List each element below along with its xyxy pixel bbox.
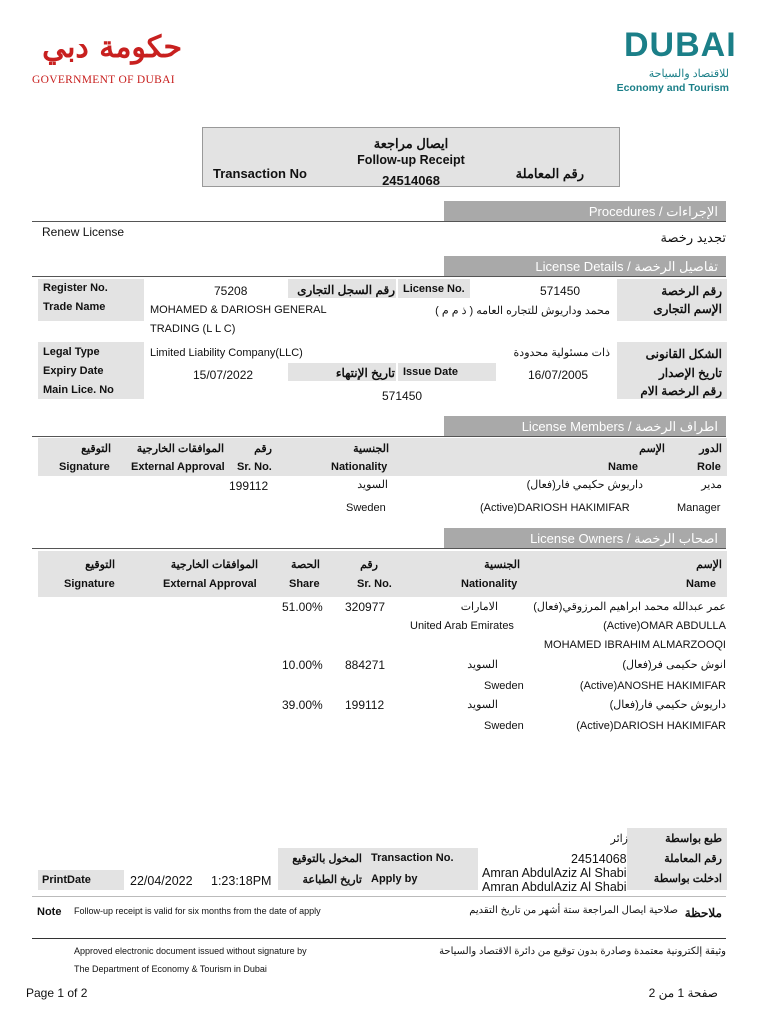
owner-nationality-arabic: السويد xyxy=(467,659,498,671)
signatory-label-arabic: المخول بالتوقيع xyxy=(292,853,362,865)
print-date-value: 22/04/2022 xyxy=(130,874,193,888)
license-details-header: License Details / تفاصيل الرخصة xyxy=(444,256,726,277)
expiry-date-label: Expiry Date xyxy=(43,365,104,377)
note-label: Note xyxy=(37,906,62,918)
approved-note-arabic: وثيقة إلكترونية معتمدة وصادرة بدون توقيع من دائرة الاقتصاد والسياحة xyxy=(439,946,726,957)
note-label-arabic: ملاحظة xyxy=(684,906,722,920)
license-owners-header: License Owners / اصحاب الرخصة xyxy=(444,528,726,549)
dept-arabic: للاقتصاد والسياحة xyxy=(648,68,729,80)
owners-col-nat-ar: الجنسية xyxy=(484,559,520,571)
owner-name-arabic: عمر عبدالله محمد ابراهيم المرزوقي(فعال) xyxy=(533,601,726,613)
trade-name-line-2: TRADING (L L C) xyxy=(150,323,236,335)
owners-col-signature-ar: التوقيع xyxy=(85,559,115,571)
receipt-title-arabic: ايصال مراجعة xyxy=(373,136,449,151)
members-col-role: Role xyxy=(697,461,721,473)
owner-nationality: Sweden xyxy=(484,720,524,732)
divider xyxy=(32,938,726,939)
owner-nationality-arabic: السويد xyxy=(467,699,498,711)
issue-date-value: 16/07/2005 xyxy=(528,368,589,382)
note-text-arabic: صلاحية ايصال المراجعة ستة أشهر من تاريخ التقديم xyxy=(469,905,678,916)
trade-name-arabic: محمد وداريوش للتجاره العامه ( ذ م م ) xyxy=(435,305,610,317)
transaction-no-label-arabic: رقم المعاملة xyxy=(515,166,584,181)
footer-txn-no: 24514068 xyxy=(571,852,627,866)
receipt-box xyxy=(202,127,620,187)
license-members-header: License Members / اطراف الرخصة xyxy=(444,416,726,437)
owners-col-name-ar: الإسم xyxy=(696,559,722,571)
owner-name-arabic: انوش حكيمى فر(فعال) xyxy=(622,659,726,671)
license-no-value: 571450 xyxy=(540,284,581,298)
note-text: Follow-up receipt is valid for six months from the date of apply xyxy=(74,906,321,916)
main-license-value: 571450 xyxy=(382,389,423,403)
main-license-label: Main Lice. No xyxy=(43,384,114,396)
legal-type-label-arabic: الشكل القانونى xyxy=(645,347,722,361)
expiry-date-label-arabic: تاريخ الإنتهاء xyxy=(335,366,395,380)
owner-share: 51.00% xyxy=(282,600,323,614)
footer-txn-no-label: Transaction No. xyxy=(371,852,454,864)
procedure-value: Renew License xyxy=(42,225,125,239)
owner-share: 10.00% xyxy=(282,658,323,672)
owners-col-share-ar: الحصة xyxy=(291,559,320,571)
printed-by-label-arabic: طبع بواسطة xyxy=(665,833,722,845)
gov-dubai-logo-arabic: حكومة دبي xyxy=(42,30,182,65)
trade-name-label-arabic: الإسم التجارى xyxy=(653,302,722,316)
entered-by-value-1: Amran AbdulAziz Al Shabi xyxy=(482,866,627,880)
issue-date-label-arabic: تاريخ الإصدار xyxy=(658,366,722,380)
member-role-arabic: مدير xyxy=(701,479,722,491)
printed-by-value: زائر xyxy=(610,833,628,845)
members-col-nat-ar: الجنسية xyxy=(353,443,389,455)
legal-type-value-arabic: ذات مسئولية محدودة xyxy=(513,347,610,359)
member-nationality: Sweden xyxy=(346,502,386,514)
divider xyxy=(32,436,726,437)
members-col-signature: Signature xyxy=(59,461,110,473)
members-col-name: Name xyxy=(608,461,638,473)
apply-by-label: Apply by xyxy=(371,873,418,885)
owners-col-name: Name xyxy=(686,578,716,590)
txn-no-label-arabic: رقم المعاملة xyxy=(664,853,722,865)
page-number: Page 1 of 2 xyxy=(26,986,88,1000)
owner-name-line-1: (Active)ANOSHE HAKIMIFAR xyxy=(579,680,726,692)
member-name-arabic: داريوش حكيمي فار(فعال) xyxy=(526,479,643,491)
member-nationality-arabic: السويد xyxy=(357,479,388,491)
owner-nationality-arabic: الامارات xyxy=(460,601,498,613)
approved-note-line-1: Approved electronic document issued without signature by xyxy=(74,946,307,956)
owners-col-nat: Nationality xyxy=(461,578,518,590)
divider xyxy=(32,221,726,222)
main-license-label-arabic: رقم الرخصة الام xyxy=(640,384,722,398)
member-sr-no: 199112 xyxy=(229,479,269,493)
print-time-value: 1:23:18PM xyxy=(211,874,272,888)
procedures-header: Procedures / الإجراءات xyxy=(444,201,726,222)
owners-col-ext: External Approval xyxy=(163,578,257,590)
dubai-economy-logo xyxy=(600,26,735,96)
gov-dubai-logo-english: GOVERNMENT OF DUBAI xyxy=(32,74,175,86)
owner-sr-no: 320977 xyxy=(345,600,386,614)
owner-nationality: Sweden xyxy=(484,680,524,692)
print-date-label-arabic: تاريخ الطباعة xyxy=(302,874,362,886)
license-no-label-arabic: رقم الرخصة xyxy=(661,284,722,298)
divider xyxy=(32,276,726,277)
procedure-value-arabic: تجديد رخصة xyxy=(660,230,726,245)
entered-by-label-arabic: ادخلت بواسطة xyxy=(653,873,722,885)
owner-name-line-2: MOHAMED IBRAHIM ALMARZOOQI xyxy=(543,639,726,651)
legal-type-value: Limited Liability Company(LLC) xyxy=(150,347,303,359)
page-number-arabic: صفحة 1 من 2 xyxy=(648,986,718,1000)
receipt-title: Follow-up Receipt xyxy=(357,153,465,167)
members-col-sr: Sr. No. xyxy=(237,461,272,473)
register-no-label-arabic: رقم السجل التجارى xyxy=(297,283,395,297)
member-name: (Active)DARIOSH HAKIMIFAR xyxy=(480,502,630,514)
register-no-label: Register No. xyxy=(43,282,108,294)
owners-col-ext-ar: الموافقات الخارجية xyxy=(170,559,258,571)
owner-name-line-1: (Active)DARIOSH HAKIMIFAR xyxy=(576,720,726,732)
owner-name-line-1: (Active)OMAR ABDULLA xyxy=(603,620,726,632)
divider xyxy=(32,548,726,549)
owner-nationality: United Arab Emirates xyxy=(410,620,514,632)
trade-name-line-1: MOHAMED & DARIOSH GENERAL xyxy=(150,304,327,316)
owners-col-sr-ar: رقم xyxy=(360,559,378,571)
expiry-date-value: 15/07/2022 xyxy=(193,368,254,382)
receipt-number: 24514068 xyxy=(382,173,440,188)
owners-col-sr: Sr. No. xyxy=(357,578,392,590)
owners-col-signature: Signature xyxy=(64,578,115,590)
issue-date-label: Issue Date xyxy=(403,366,459,378)
members-col-ext: External Approval xyxy=(131,461,225,473)
members-col-role-ar: الدور xyxy=(699,443,722,455)
gov-dubai-logo xyxy=(32,30,182,92)
print-date-label: PrintDate xyxy=(42,874,91,886)
register-no-value: 75208 xyxy=(214,284,248,298)
members-col-nat: Nationality xyxy=(331,461,388,473)
owner-share: 39.00% xyxy=(282,698,323,712)
members-col-sr-ar: رقم xyxy=(254,443,272,455)
transaction-no-label: Transaction No xyxy=(213,166,307,181)
members-col-ext-ar: الموافقات الخارجية xyxy=(136,443,224,455)
owner-name-arabic: داريوش حكيمي فار(فعال) xyxy=(609,699,726,711)
owner-sr-no: 199112 xyxy=(345,698,385,712)
members-col-name-ar: الإسم xyxy=(639,443,665,455)
dept-english: Economy and Tourism xyxy=(616,82,729,94)
members-col-signature-ar: التوقيع xyxy=(81,443,111,455)
legal-type-label: Legal Type xyxy=(43,346,100,358)
owners-col-share: Share xyxy=(289,578,320,590)
entered-by-value-2: Amran AbdulAziz Al Shabi xyxy=(482,880,627,894)
dubai-wordmark: DUBAI xyxy=(624,26,737,64)
owner-sr-no: 884271 xyxy=(345,658,386,672)
member-role: Manager xyxy=(677,502,721,514)
license-no-label: License No. xyxy=(403,283,465,295)
divider xyxy=(32,896,726,897)
approved-note-line-2: The Department of Economy & Tourism in Dubai xyxy=(74,964,267,974)
owners-header-row xyxy=(38,551,727,597)
trade-name-label: Trade Name xyxy=(43,301,106,313)
